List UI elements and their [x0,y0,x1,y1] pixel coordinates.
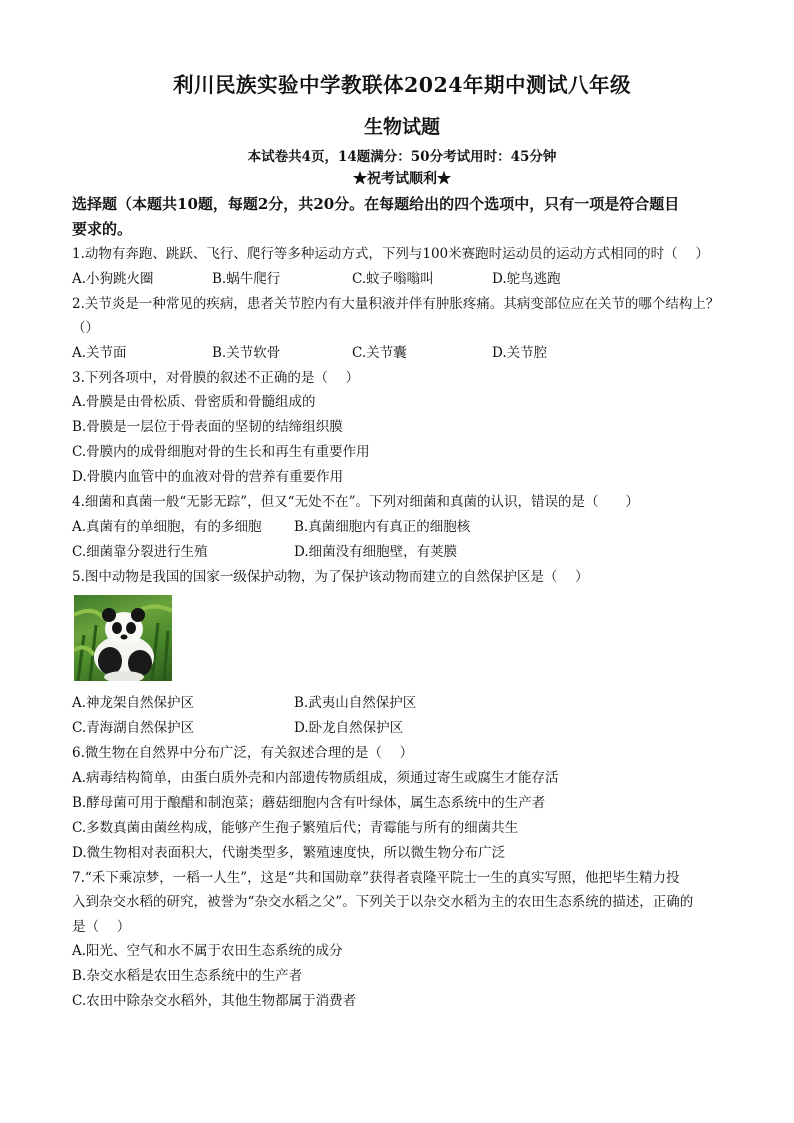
q7-option-c: C.农田中除杂交水稻外，其他生物都属于消费者 [72,993,357,1009]
section-heading [72,192,732,242]
q1-option-c: C.蚊子嗡嗡叫 [352,270,434,287]
q5-option-c: C.青海湖自然保护区 [72,720,195,736]
panda-illustration [74,595,172,681]
question-1 [72,242,732,292]
q6-option-d: D.微生物相对表面积大，代谢类型多，繁殖速度快，所以微生物分布广泛 [72,844,506,861]
question-5-options-row-2 [72,716,732,741]
q5-option-a: A.神龙架自然保护区 [72,695,195,711]
question-2 [72,292,732,366]
good-luck-line: ★祝考试顺利★ [353,171,451,187]
question-4-stem: 4.细菌和真菌一般“无影无踪”，但又“无处不在”。下列对细菌和真菌的认识，错误的是（ ） [72,494,639,510]
question-6 [72,741,732,866]
question-3-stem: 3.下列各项中，对骨膜的叙述不正确的是（ ） [72,369,360,386]
question-5-options-row-1 [72,691,732,716]
q6-option-b: B.酵母菌可用于酿醋和制泡菜；蘑菇细胞内含有叶绿体，属生态系统中的生产者 [72,794,546,811]
q3-option-c: C.骨膜内的成骨细胞对骨的生长和再生有重要作用 [72,444,370,460]
question-2-stem-line-1: 2.关节炎是一种常见的疾病，患者关节腔内有大量积液并伴有肿胀疼痛。其病变部位应在关节的哪个结构上？ [72,295,720,312]
q1-option-d: D.鸵鸟逃跑 [492,270,561,287]
q1-option-a: A.小狗跳火圈 [72,270,154,287]
q3-option-d: D.骨膜内血管中的血液对骨的营养有重要作用 [72,469,344,485]
question-5-stem: 5.图中动物是我国的国家一级保护动物，为了保护该动物而建立的自然保护区是（ ） [72,568,589,585]
question-1-options [72,267,732,292]
question-7-stem-line-1: 7.“禾下乘凉梦，一稻一人生”，这是“共和国勋章”获得者袁隆平院士一生的真实写照，他把毕生精力投 [72,869,680,886]
q5-option-b: B.武夷山自然保护区 [294,695,417,711]
question-5 [72,565,732,742]
q1-option-b: B.蜗牛爬行 [212,270,281,287]
q4-option-d: D.细菌没有细胞壁，有荚膜 [294,543,458,560]
q2-option-c: C.关节囊 [352,344,407,361]
question-3 [72,366,732,491]
q2-option-d: D.关节腔 [492,344,548,361]
q6-option-c: C.多数真菌由菌丝构成，能够产生孢子繁殖后代；青霉能与所有的细菌共生 [72,819,519,836]
exam-info: 本试卷共4页，14题满分：50分考试用时：45分钟 [247,149,557,165]
q3-option-b: B.骨膜是一层位于骨表面的坚韧的结缔组织膜 [72,419,343,435]
question-2-stem-line-2: （） [72,320,99,336]
question-7 [72,866,732,1015]
question-4 [72,490,732,565]
q7-option-a: A.阳光、空气和水不属于农田生态系统的成分 [72,943,343,959]
q7-option-b: B.杂交水稻是农田生态系统中的生产者 [72,968,303,984]
q2-option-a: A.关节面 [72,344,127,361]
q4-option-a: A.真菌有的单细胞，有的多细胞 [72,518,262,535]
q6-option-a: A.病毒结构简单，由蛋白质外壳和内部遗传物质组成，须通过寄生或腐生才能存活 [72,769,559,786]
q2-option-b: B.关节软骨 [212,344,281,361]
q4-option-c: C.细菌靠分裂进行生殖 [72,543,208,560]
q4-option-b: B.真菌细胞内有真正的细胞核 [294,518,471,535]
question-4-options-row-2 [72,540,732,565]
section-heading-line-2: 要求的。 [72,220,133,238]
q3-option-a: A.骨膜是由骨松质、骨密质和骨髓组成的 [72,394,316,410]
panda-image [74,595,172,681]
section-heading-line-1: 选择题（本题共10题，每题2分，共20分。在每题给出的四个选项中，只有一项是符合题目 [72,195,680,213]
question-7-stem-line-2: 入到杂交水稻的研究，被誉为“杂交水稻之父”。下列关于以杂交水稻为主的农田生态系统的描述，正确的 [72,894,694,910]
question-6-stem: 6.微生物在自然界中分布广泛，有关叙述合理的是（ ） [72,745,414,761]
q5-option-d: D.卧龙自然保护区 [294,720,404,736]
question-1-stem: 1.动物有奔跑、跳跃、飞行、爬行等多种运动方式，下列与100米赛跑时运动员的运动方式相同的时（ ） [72,246,709,262]
question-7-stem-line-3: 是（ ） [72,918,131,935]
exam-title: 利川民族实验中学教联体2024年期中测试八年级 [172,73,632,97]
question-2-options [72,341,732,366]
question-4-options-row-1 [72,515,732,540]
subject-title: 生物试题 [363,116,440,138]
